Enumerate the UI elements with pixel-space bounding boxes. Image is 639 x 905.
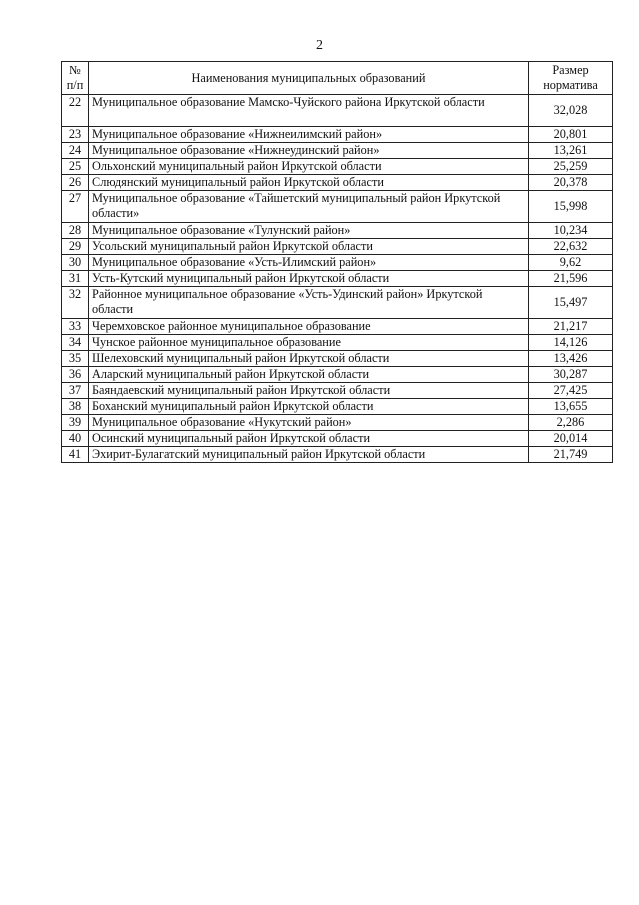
row-name: Чунское районное муниципальное образование [89, 335, 529, 351]
row-name: Муниципальное образование «Усть-Илимский район» [89, 255, 529, 271]
row-number: 29 [62, 239, 89, 255]
row-value: 30,287 [529, 367, 613, 383]
row-value: 10,234 [529, 223, 613, 239]
row-name: Ольхонский муниципальный район Иркутской области [89, 159, 529, 175]
row-name: Боханский муниципальный район Иркутской области [89, 399, 529, 415]
table-header-row [62, 62, 613, 95]
table-row [62, 95, 613, 127]
table-row [62, 127, 613, 143]
row-name: Осинский муниципальный район Иркутской области [89, 431, 529, 447]
row-number: 33 [62, 319, 89, 335]
row-value: 32,028 [529, 95, 613, 127]
row-name: Баяндаевский муниципальный район Иркутской области [89, 383, 529, 399]
table-row [62, 335, 613, 351]
row-value: 15,998 [529, 191, 613, 223]
row-name: Усть-Кутский муниципальный район Иркутской области [89, 271, 529, 287]
header-size-line1: Размер [552, 63, 589, 77]
row-number: 35 [62, 351, 89, 367]
table-row [62, 175, 613, 191]
header-size-line2: норматива [543, 78, 598, 92]
table-row [62, 431, 613, 447]
row-value: 21,596 [529, 271, 613, 287]
row-number: 23 [62, 127, 89, 143]
row-number: 22 [62, 95, 89, 127]
row-name: Муниципальное образование «Нукутский район» [89, 415, 529, 431]
row-number: 26 [62, 175, 89, 191]
row-number: 30 [62, 255, 89, 271]
row-name: Муниципальное образование «Нижнеудинский район» [89, 143, 529, 159]
table-row [62, 271, 613, 287]
row-value: 20,378 [529, 175, 613, 191]
row-value: 9,62 [529, 255, 613, 271]
table-row [62, 383, 613, 399]
row-number: 34 [62, 335, 89, 351]
header-num-line1: № [69, 63, 81, 77]
row-name: Слюдянский муниципальный район Иркутской области [89, 175, 529, 191]
table-row [62, 399, 613, 415]
row-name: Муниципальное образование «Тулунский район» [89, 223, 529, 239]
table-row [62, 287, 613, 319]
row-name: Муниципальное образование «Тайшетский муниципальный район Иркутской области» [89, 191, 529, 223]
row-value: 20,801 [529, 127, 613, 143]
row-value: 13,655 [529, 399, 613, 415]
row-number: 24 [62, 143, 89, 159]
row-number: 28 [62, 223, 89, 239]
header-name: Наименования муниципальных образований [89, 62, 529, 95]
row-value: 25,259 [529, 159, 613, 175]
row-value: 14,126 [529, 335, 613, 351]
table-row [62, 415, 613, 431]
row-name: Эхирит-Булагатский муниципальный район Иркутской области [89, 447, 529, 463]
row-number: 25 [62, 159, 89, 175]
row-value: 20,014 [529, 431, 613, 447]
row-number: 32 [62, 287, 89, 319]
row-value: 13,261 [529, 143, 613, 159]
row-name: Усольский муниципальный район Иркутской области [89, 239, 529, 255]
row-number: 36 [62, 367, 89, 383]
row-value: 21,217 [529, 319, 613, 335]
table-row [62, 319, 613, 335]
row-value: 22,632 [529, 239, 613, 255]
row-number: 27 [62, 191, 89, 223]
row-name: Шелеховский муниципальный район Иркутской области [89, 351, 529, 367]
row-number: 31 [62, 271, 89, 287]
row-value: 21,749 [529, 447, 613, 463]
header-num [62, 62, 89, 95]
row-name: Муниципальное образование «Нижнеилимский район» [89, 127, 529, 143]
row-value: 2,286 [529, 415, 613, 431]
row-value: 13,426 [529, 351, 613, 367]
row-number: 37 [62, 383, 89, 399]
row-number: 38 [62, 399, 89, 415]
row-name: Муниципальное образование Мамско-Чуйского района Иркутской области [89, 95, 529, 127]
table-row [62, 351, 613, 367]
table-row [62, 239, 613, 255]
row-value: 15,497 [529, 287, 613, 319]
row-name: Аларский муниципальный район Иркутской области [89, 367, 529, 383]
table-row [62, 159, 613, 175]
row-number: 39 [62, 415, 89, 431]
header-num-line2: п/п [66, 78, 84, 92]
table-row [62, 191, 613, 223]
header-size [529, 62, 613, 95]
row-value: 27,425 [529, 383, 613, 399]
row-name: Районное муниципальное образование «Усть-Удинский район» Иркутской области [89, 287, 529, 319]
table-row [62, 223, 613, 239]
page-number: 2 [316, 38, 323, 53]
norms-table [61, 61, 613, 463]
table-row [62, 143, 613, 159]
table-row [62, 447, 613, 463]
table-row [62, 255, 613, 271]
row-name: Черемховское районное муниципальное образование [89, 319, 529, 335]
table-row [62, 367, 613, 383]
row-number: 40 [62, 431, 89, 447]
row-number: 41 [62, 447, 89, 463]
